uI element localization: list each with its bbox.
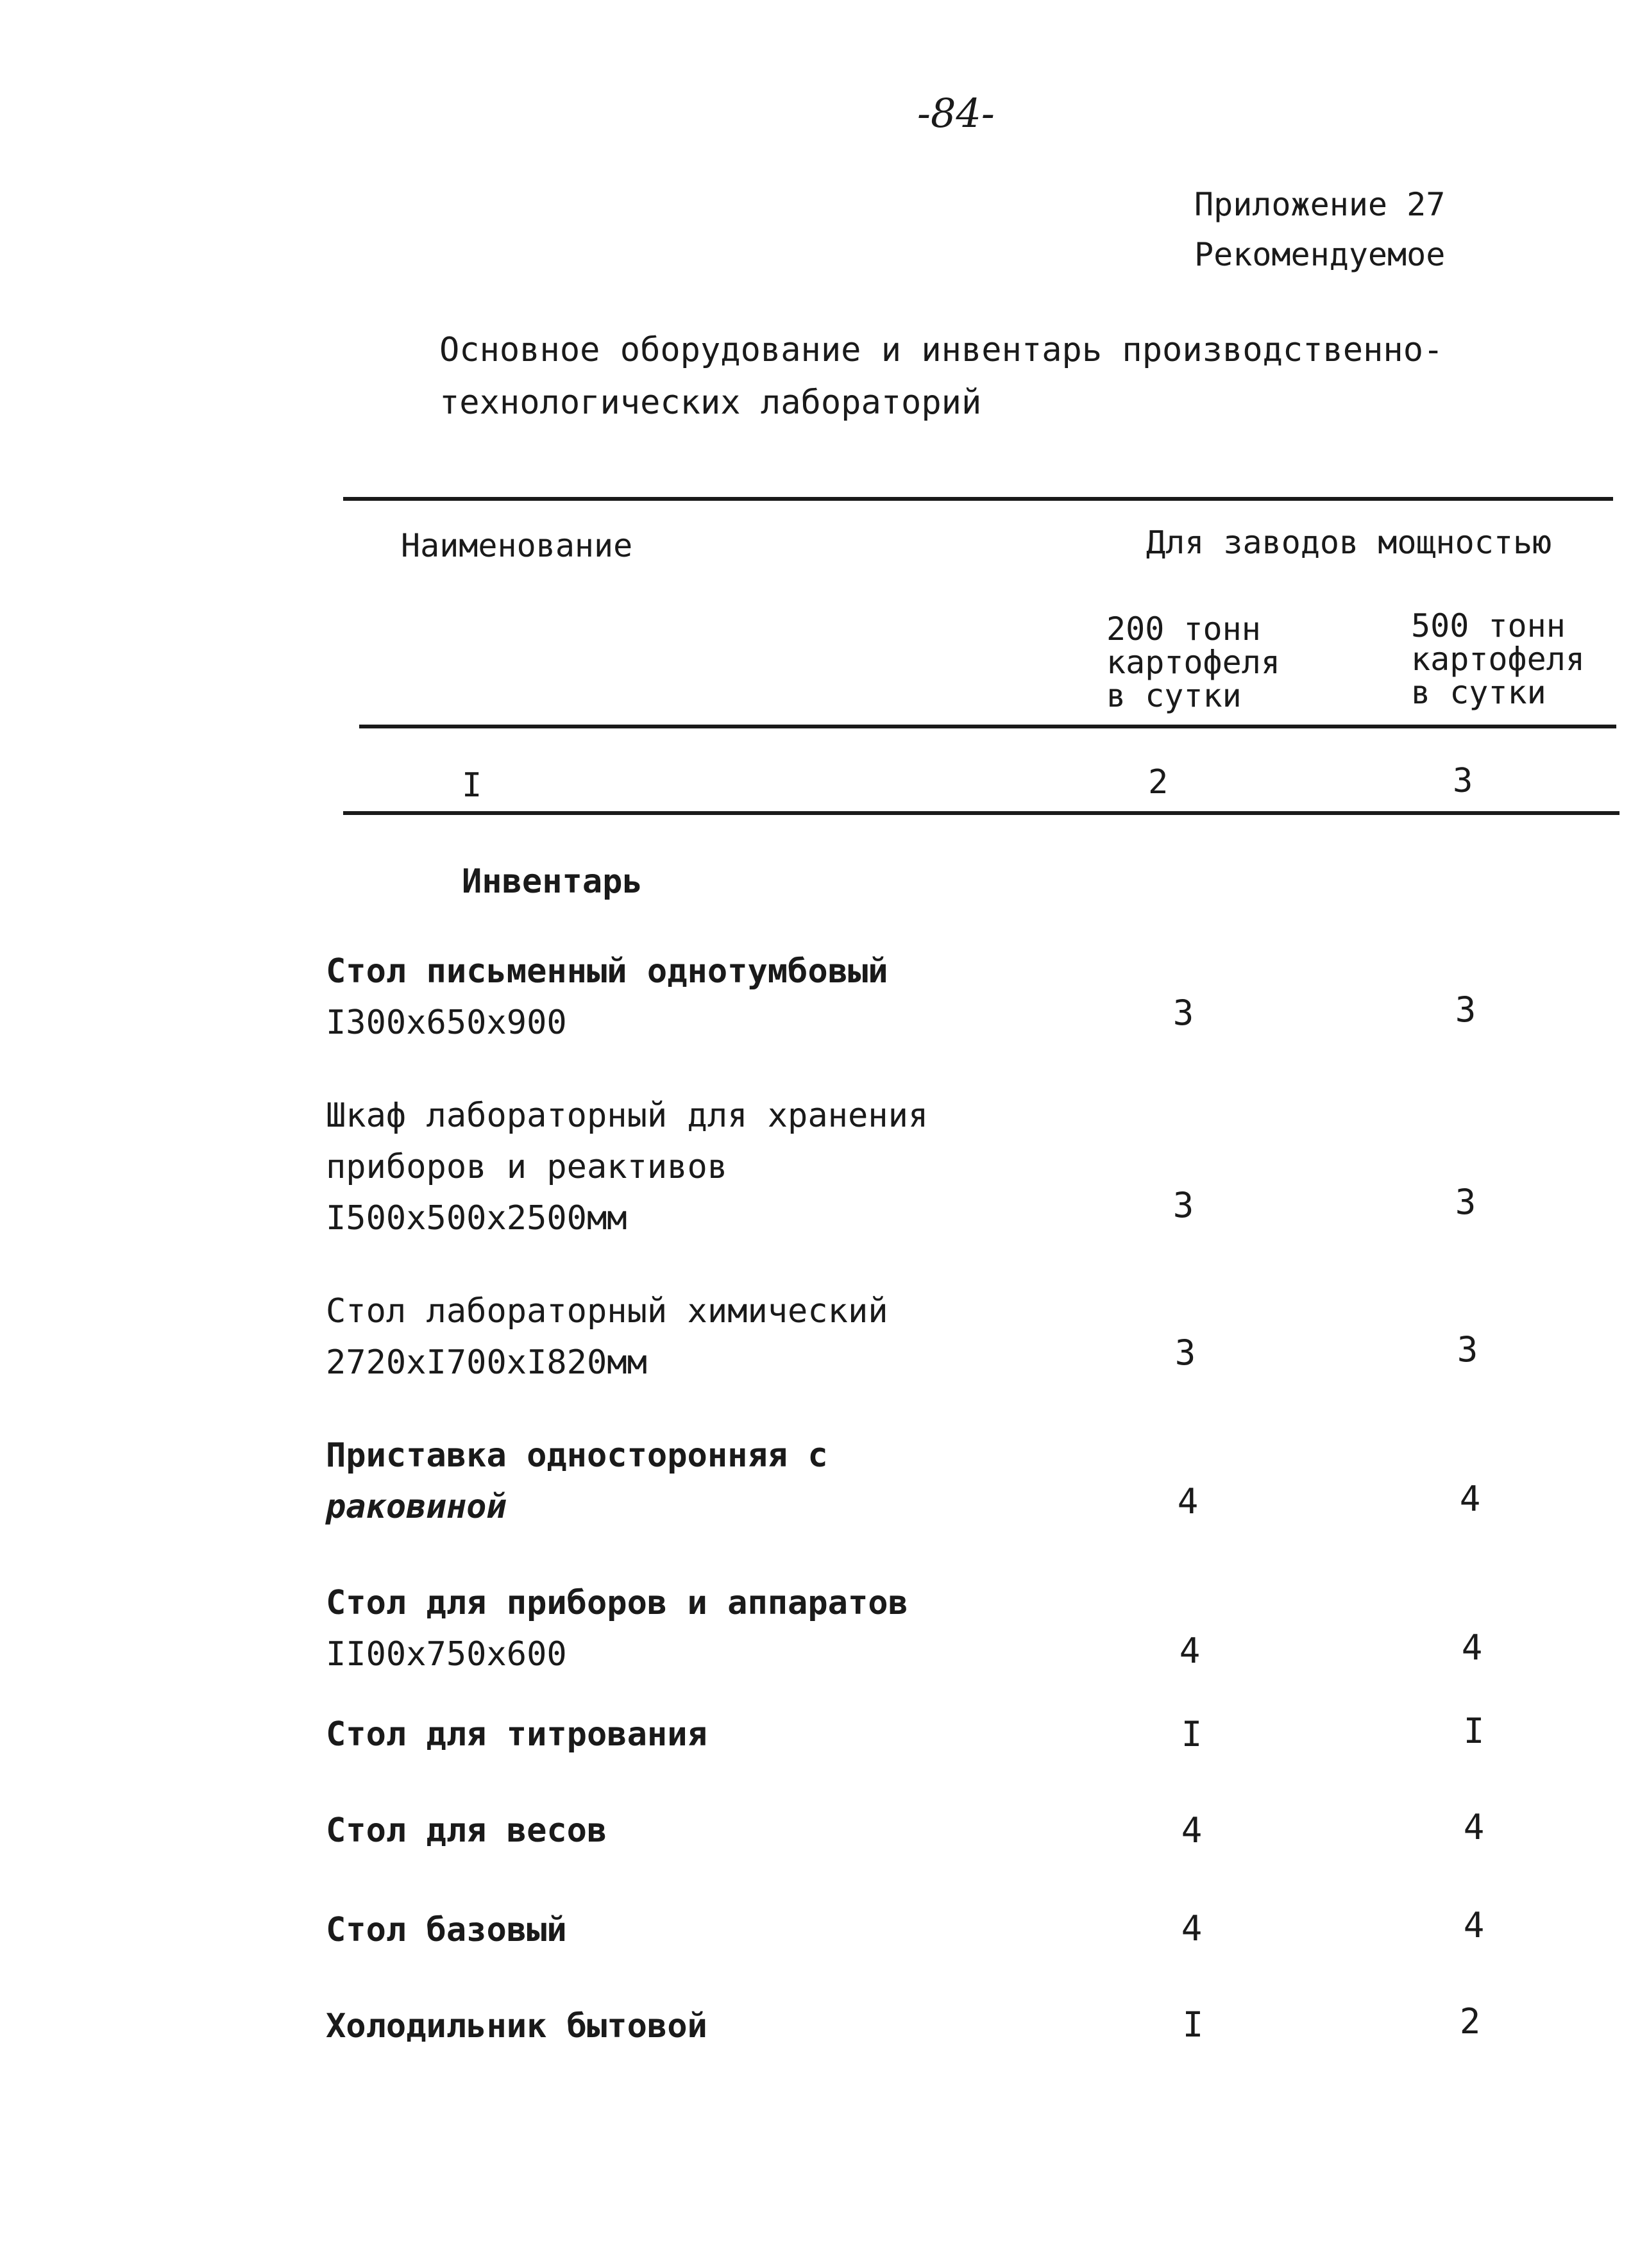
document-title	[439, 324, 1443, 429]
row-1-line-1: Стол письменный однотумбовый	[326, 952, 888, 991]
row-2-line-1: Шкаф лабораторный для хранения	[326, 1096, 929, 1135]
row-8-value-200: 4	[1181, 1908, 1203, 1949]
row-name	[326, 1090, 928, 1244]
row-6-value-200: I	[1181, 1714, 1203, 1754]
row-name	[326, 1904, 567, 1956]
header-col-500-line-2: картофеля	[1411, 641, 1585, 678]
column-numbers-rule	[343, 811, 1619, 815]
column-number-1: I	[462, 766, 482, 805]
appendix-title: Приложение 27	[1194, 186, 1446, 223]
table-top-rule	[343, 497, 1613, 501]
row-name	[326, 946, 888, 1048]
header-col-200	[1106, 612, 1280, 712]
row-3-value-200: 3	[1174, 1332, 1196, 1373]
row-4-value-200: 4	[1177, 1481, 1199, 1522]
header-col-200-line-1: 200 тонн	[1106, 610, 1261, 648]
row-5-value-500: 4	[1461, 1627, 1483, 1668]
row-5-line-2: II00x750x600	[326, 1635, 567, 1674]
row-5-value-200: 4	[1179, 1631, 1201, 1671]
document-title-line-1: Основное оборудование и инвентарь производственно-	[439, 331, 1444, 369]
row-7-value-200: 4	[1181, 1810, 1203, 1851]
document-title-line-2: технологических лабораторий	[439, 383, 982, 422]
row-2-value-500: 3	[1455, 1182, 1476, 1222]
row-8-line-1: Стол базовый	[326, 1911, 567, 1949]
header-bottom-rule	[359, 725, 1616, 728]
row-7-line-1: Стол для весов	[326, 1811, 607, 1850]
appendix-status: Рекомендуемое	[1194, 236, 1446, 273]
row-4-line-1: Приставка односторонняя с	[326, 1436, 828, 1475]
appendix-label	[1194, 180, 1445, 280]
column-number-2: 2	[1148, 763, 1169, 802]
row-1-line-2: I300x650x900	[326, 1004, 567, 1042]
row-name	[326, 1430, 828, 1533]
row-5-line-1: Стол для приборов и аппаратов	[326, 1584, 908, 1622]
header-col-500-line-1: 500 тонн	[1411, 607, 1566, 644]
row-9-line-1: Холодильник бытовой	[326, 2007, 707, 2045]
header-col-200-line-3: в сутки	[1106, 677, 1242, 714]
row-9-value-500: 2	[1459, 2001, 1481, 2042]
row-name	[326, 2001, 707, 2052]
row-name	[326, 1805, 607, 1856]
row-4-value-500: 4	[1459, 1479, 1481, 1519]
page-number: -84-	[917, 90, 995, 137]
row-2-line-3: I500x500x2500мм	[326, 1199, 627, 1238]
header-col-500-line-3: в сутки	[1411, 674, 1546, 711]
row-6-line-1: Стол для титрования	[326, 1715, 707, 1754]
row-3-line-1: Стол лабораторный химический	[326, 1292, 888, 1331]
row-2-line-2: приборов и реактивов	[326, 1148, 728, 1186]
row-2-value-200: 3	[1172, 1185, 1194, 1225]
row-9-value-200: I	[1182, 2004, 1204, 2045]
row-name	[326, 1286, 888, 1388]
column-number-3: 3	[1453, 762, 1473, 800]
row-4-line-2: раковиной	[326, 1488, 507, 1526]
header-col-500	[1411, 609, 1585, 709]
section-title: Инвентарь	[462, 862, 643, 901]
row-7-value-500: 4	[1463, 1807, 1485, 1847]
header-col-200-line-2: картофеля	[1106, 644, 1280, 681]
row-6-value-500: I	[1463, 1711, 1485, 1751]
row-3-value-500: 3	[1457, 1329, 1478, 1370]
row-1-value-500: 3	[1455, 989, 1476, 1030]
row-1-value-200: 3	[1172, 993, 1194, 1033]
header-name: Наименование	[401, 527, 633, 564]
header-capacity-group: Для заводов мощностью	[1146, 524, 1552, 561]
row-name	[326, 1709, 707, 1760]
row-8-value-500: 4	[1463, 1905, 1485, 1945]
row-name	[326, 1577, 908, 1680]
row-3-line-2: 2720xI700xI820мм	[326, 1343, 647, 1382]
